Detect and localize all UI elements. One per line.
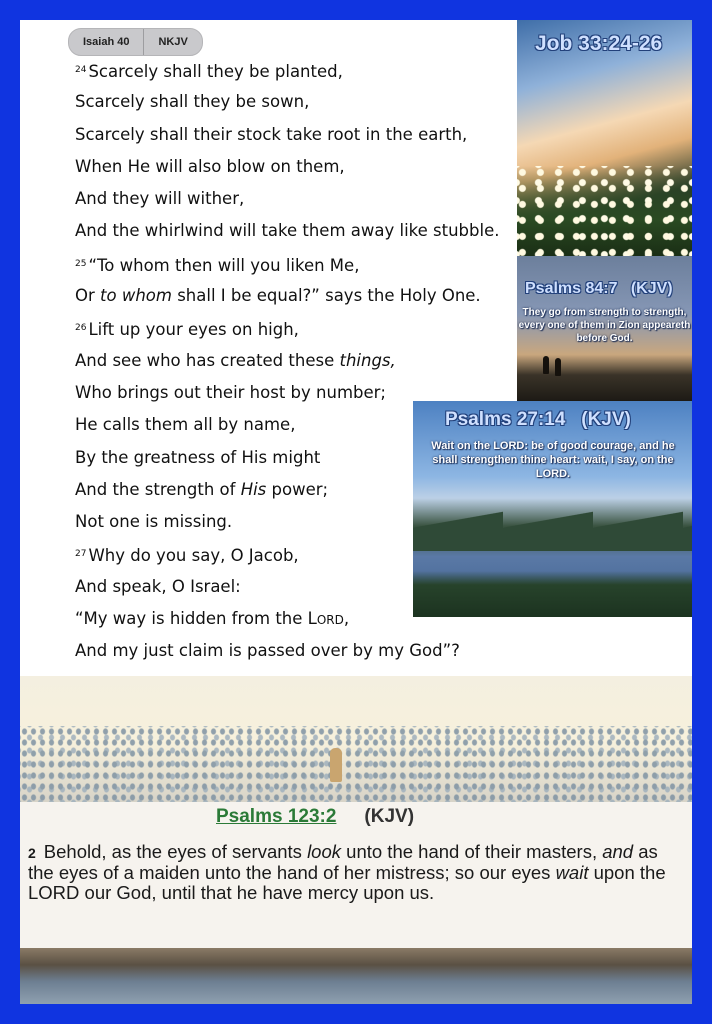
- mountains-decoration: [413, 506, 692, 551]
- text-run: Who brings out their host by number;: [75, 382, 386, 402]
- verse-number: 2: [28, 845, 36, 861]
- text-run: Not one is missing.: [75, 512, 233, 532]
- verse-line: [75, 280, 515, 312]
- psalms-27-text: Wait on the LORD: be of good courage, and he shall strengthen thine heart: wait, I say, on the LORD.: [431, 440, 675, 480]
- verse-number: 27: [75, 549, 87, 560]
- text-run: Lord: [307, 609, 344, 629]
- text-run: And they will wither,: [75, 189, 245, 209]
- chapter-pill[interactable]: [68, 28, 203, 56]
- psalms-123-text: [28, 842, 688, 903]
- verse-line: [75, 312, 515, 344]
- text-run: And my just claim is passed over by my God”?: [75, 641, 460, 661]
- central-figure: [330, 748, 342, 782]
- text-run: When He will also blow on them,: [75, 156, 345, 176]
- text-run: things,: [339, 350, 396, 370]
- flowers-decoration: [517, 166, 692, 256]
- text-run: And the strength of: [75, 479, 241, 499]
- verse-line: [75, 248, 515, 280]
- verse-line: [75, 635, 515, 667]
- text-run: shall I be equal?” says the Holy One.: [171, 286, 481, 306]
- text-run: ,: [343, 609, 350, 629]
- page: [20, 20, 692, 1004]
- landscape-decoration: [20, 948, 692, 1004]
- text-run: “My way is hidden from the: [75, 609, 308, 629]
- text-run: Or: [75, 286, 101, 306]
- chapter-label[interactable]: Isaiah 40: [83, 36, 130, 48]
- text-run: He calls them all by name,: [75, 415, 296, 435]
- psalms-84-title: Psalms 84:7 (KJV): [525, 280, 673, 297]
- text-run: to whom: [100, 286, 172, 306]
- psalms-27-title: Psalms 27:14 (KJV): [445, 409, 631, 430]
- psalms-123-version: (KJV): [364, 806, 415, 827]
- text-run: Scarcely shall they be planted,: [88, 62, 343, 81]
- job-image: [517, 20, 692, 256]
- verse-line: [75, 215, 515, 247]
- hiker-figure: [555, 358, 561, 376]
- verse-number: 26: [75, 323, 87, 334]
- verse-line: [75, 119, 515, 151]
- text-run: Behold, as the eyes of servants: [43, 841, 308, 862]
- verse-line: [75, 54, 515, 86]
- text-run: And speak, O Israel:: [75, 576, 241, 596]
- text-run: upon the LORD our God, until that he have mercy upon us.: [28, 862, 666, 903]
- text-run: And see who has created these: [75, 350, 340, 370]
- text-run: And the whirlwind will take them away like stubble.: [75, 221, 500, 241]
- psalms-123-ref: Psalms 123:2: [216, 806, 337, 827]
- text-run: power;: [266, 479, 329, 499]
- text-run: His: [240, 479, 267, 499]
- text-run: unto the hand of their masters,: [341, 841, 603, 862]
- job-image-title: Job 33:24-26: [535, 32, 663, 55]
- psalms-123-heading: [216, 806, 414, 828]
- text-run: “To whom then will you liken Me,: [88, 255, 360, 275]
- trees-decoration: [413, 571, 692, 617]
- verse-line: [75, 86, 515, 118]
- text-run: Why do you say, O Jacob,: [88, 546, 299, 566]
- text-run: wait: [555, 862, 589, 883]
- hiker-figure: [543, 356, 549, 374]
- text-run: Scarcely shall they be sown,: [75, 92, 310, 112]
- text-run: as the eyes of a maiden unto the hand of her mistress; so our eyes: [28, 841, 658, 883]
- text-run: look: [307, 841, 342, 862]
- crowd-decoration: [20, 726, 692, 806]
- psalms-84-text: They go from strength to strength, every one of them in Zion appeareth before God.: [518, 307, 691, 344]
- verse-line: [75, 183, 515, 215]
- verse-number: 24: [75, 65, 87, 75]
- text-run: and: [602, 841, 634, 862]
- psalms-27-image: [413, 401, 692, 617]
- text-run: Scarcely shall their stock take root in the earth,: [75, 124, 468, 144]
- version-label[interactable]: NKJV: [158, 36, 188, 48]
- psalms-84-image: [517, 256, 692, 401]
- psalms-123-panel: [20, 802, 692, 948]
- verse-line: [75, 151, 515, 183]
- bottom-image: [20, 676, 692, 1004]
- text-run: By the greatness of His might: [75, 447, 321, 467]
- text-run: Lift up your eyes on high,: [88, 320, 299, 340]
- verse-line: [75, 345, 515, 377]
- verse-number: 25: [75, 258, 87, 269]
